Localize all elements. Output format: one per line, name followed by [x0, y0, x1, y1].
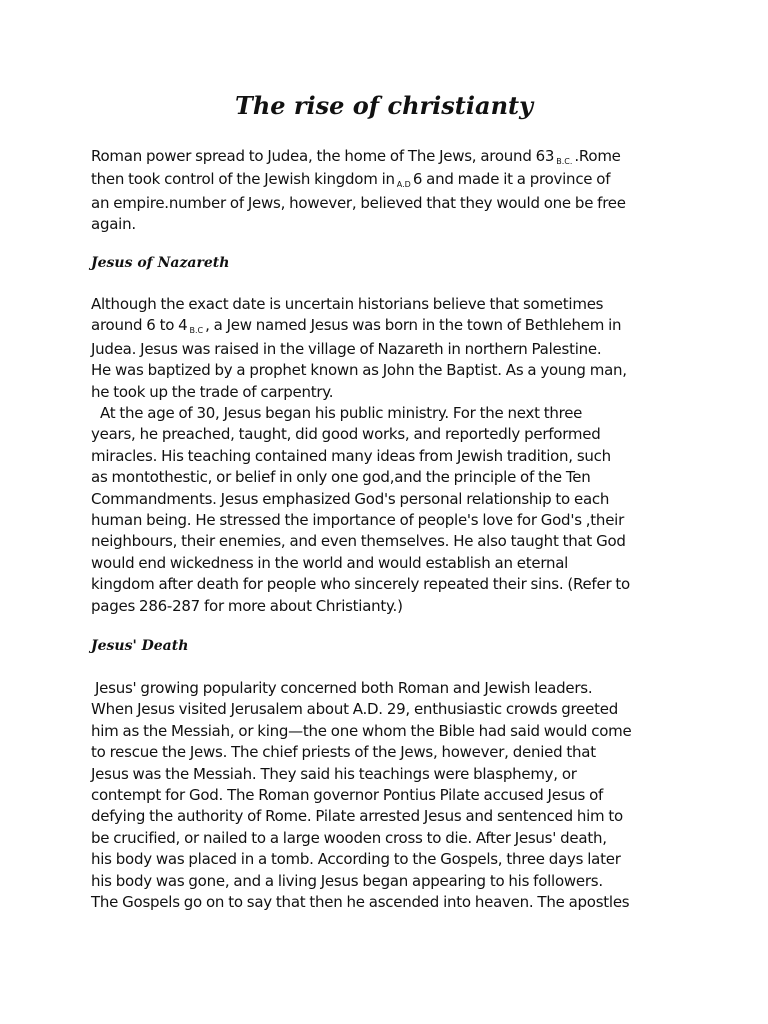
text-line: be crucified, or nailed to a large wooden cross to die. After Jesus' death,: [91, 828, 607, 847]
text-line: At the age of 30, Jesus began his public ministry. For the next three: [100, 404, 583, 423]
text-line: would end wickedness in the world and would establish an eternal: [91, 553, 569, 572]
era-subscript: A.D: [396, 180, 411, 190]
text-line: again.: [91, 215, 136, 234]
section-heading-jesus-of-nazareth: Jesus of Nazareth: [91, 255, 230, 271]
text-line: [91, 146, 691, 169]
text-line: Jesus' growing popularity concerned both Roman and Jewish leaders.: [95, 679, 593, 697]
text-line: He was baptized by a prophet known as John the Baptist. As a young man,: [91, 361, 627, 380]
text-line: [91, 169, 691, 192]
text-line: miracles. His teaching contained many ideas from Jewish tradition, such: [91, 446, 611, 465]
text-line: as montothestic, or belief in only one god,and the principle of the Ten: [91, 468, 591, 487]
text-line: to rescue the Jews. The chief priests of the Jews, however, denied that: [91, 743, 596, 762]
death-paragraph: [91, 678, 691, 913]
text-line: neighbours, their enemies, and even themselves. He also taught that God: [91, 532, 626, 551]
text-line: Commandments. Jesus emphasized God's personal relationship to each: [91, 489, 610, 508]
text-line: contempt for God. The Roman governor Pontius Pilate accused Jesus of: [91, 786, 604, 805]
text-run: then took control of the Jewish kingdom in: [91, 170, 395, 189]
text-line: Although the exact date is uncertain historians believe that sometimes: [91, 295, 604, 313]
text-run: .Rome: [574, 147, 621, 165]
text-line: [91, 315, 691, 338]
intro-paragraph: [91, 146, 691, 236]
text-line: him as the Messiah, or king—the one whom the Bible had said would come: [91, 721, 632, 740]
text-line: his body was gone, and a living Jesus began appearing to his followers.: [91, 871, 603, 890]
text-line: an empire.number of Jews, however, believed that they would one be free: [91, 193, 626, 212]
text-line: When Jesus visited Jerusalem about A.D. 29, enthusiastic crowds greeted: [91, 700, 618, 719]
text-line: Judea. Jesus was raised in the village of Nazareth in northern Palestine.: [91, 339, 602, 358]
era-subscript: B.C: [189, 326, 204, 336]
text-run: , a Jew named Jesus was born in the town of Bethlehem in: [205, 316, 622, 335]
text-line: he took up the trade of carpentry.: [91, 382, 334, 401]
text-run: Roman power spread to Judea, the home of The Jews, around 63: [91, 147, 555, 165]
section-heading-jesus-death: Jesus' Death: [91, 638, 189, 654]
text-run: around 6 to 4: [91, 316, 188, 335]
text-line: his body was placed in a tomb. According to the Gospels, three days later: [91, 850, 621, 869]
text-line: kingdom after death for people who sincerely repeated their sins. (Refer to: [91, 575, 630, 594]
text-line: pages 286-287 for more about Christianty.): [91, 596, 403, 615]
text-line: The Gospels go on to say that then he ascended into heaven. The apostles: [91, 893, 630, 912]
text-line: defying the authority of Rome. Pilate arrested Jesus and sentenced him to: [91, 807, 623, 826]
nazareth-paragraph: [91, 294, 691, 617]
page-title: The rise of christianty: [234, 91, 534, 120]
text-line: human being. He stressed the importance of people's love for God's ,their: [91, 511, 625, 530]
text-line: years, he preached, taught, did good works, and reportedly performed: [91, 425, 601, 444]
text-line: Jesus was the Messiah. They said his teachings were blasphemy, or: [91, 764, 577, 783]
text-run: 6 and made it a province of: [412, 170, 611, 189]
era-subscript: B.C.: [556, 157, 573, 166]
